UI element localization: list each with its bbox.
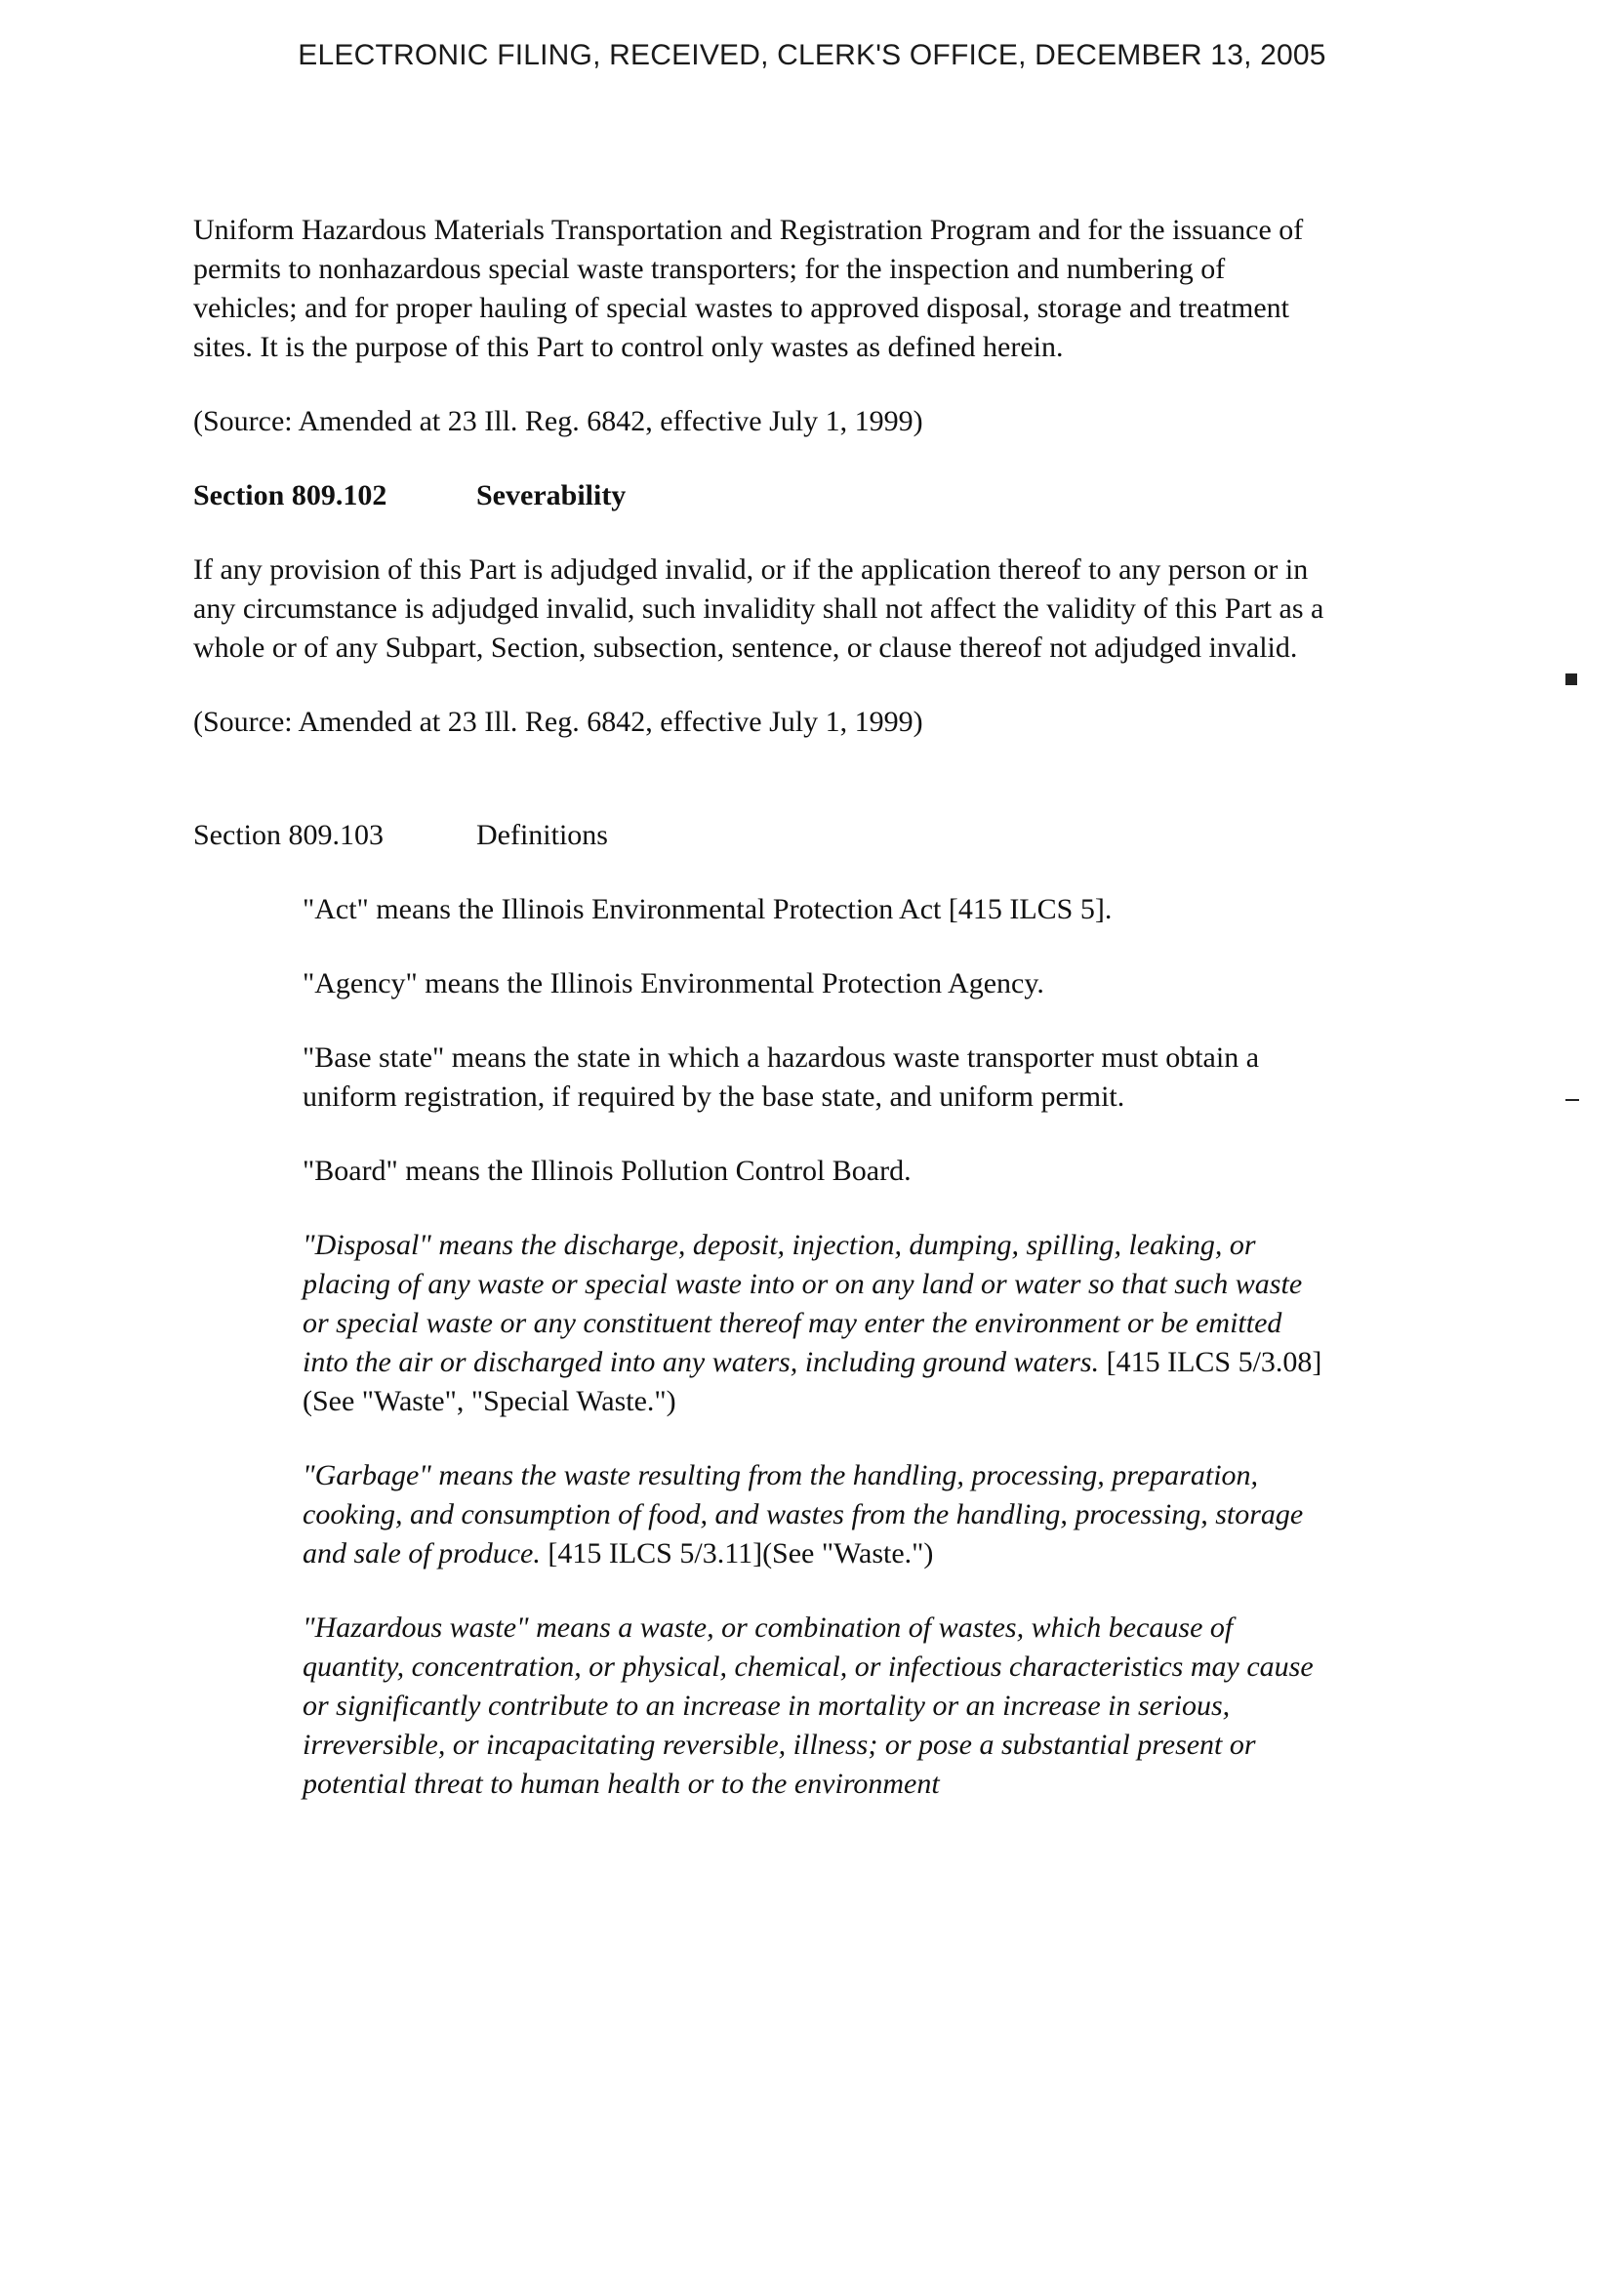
definition-act: "Act" means the Illinois Environmental Protection Act [415 ILCS 5]. — [303, 893, 1113, 925]
definition-board: "Board" means the Illinois Pollution Control Board. — [303, 1155, 912, 1187]
definition-hazardous-waste — [303, 1609, 1325, 1804]
intro-paragraph: Uniform Hazardous Materials Transportation and Registration Program and for the issuance of permits to nonhazardous special waste transporters; for the inspection and numbering of vehicles; and for proper hauling of special wastes to approved disposal, storage and treatment sites. It is the purpose of this Part to control only wastes as defined herein. — [193, 214, 1304, 363]
source-note: (Source: Amended at 23 Ill. Reg. 6842, effective July 1, 1999) — [193, 706, 923, 738]
definition-agency: "Agency" means the Illinois Environmental Protection Agency. — [303, 967, 1044, 999]
section-heading-severability — [193, 476, 1325, 515]
section-number: Section 809.102 — [193, 479, 387, 511]
definition-text: "Garbage" means the waste resulting from the handling, processing, preparation, cooking, and consumption of food, and wastes from the handling, processing, storage and sale of produce. — [303, 1459, 1304, 1569]
definition-text: "Disposal" means the discharge, deposit, injection, dumping, spilling, leaking, or placing of any waste or special waste into or on any land or water so that such waste or special waste or any constituent thereof may enter the environment or be emitted into the air or discharged into any waters, including ground waters. — [303, 1229, 1303, 1378]
scan-margin-mark — [1565, 673, 1577, 685]
section-heading-definitions — [193, 816, 1325, 855]
section-title: Definitions — [476, 819, 608, 851]
scan-margin-mark — [1565, 1099, 1579, 1101]
definition-garbage — [303, 1456, 1325, 1573]
definition-disposal — [303, 1226, 1325, 1421]
definitions-list — [303, 890, 1325, 1804]
section-number: Section 809.103 — [193, 819, 384, 851]
source-note: (Source: Amended at 23 Ill. Reg. 6842, effective July 1, 1999) — [193, 405, 923, 437]
citation: [415 ILCS 5/3.08](See "Waste", "Special Waste.") — [303, 1346, 1322, 1417]
citation: [415 ILCS 5/3.11](See "Waste.") — [540, 1537, 934, 1569]
definition-text: "Hazardous waste" means a waste, or combination of wastes, which because of quantity, concentration, or physical, chemical, or infectious characteristics may cause or significantly contribute to an increase in mortality or an increase in serious, irreversible, or incapacitating reversible, illness; or pose a substantial present or potential threat to human health or to the environment — [303, 1611, 1314, 1800]
document-body — [193, 211, 1325, 1839]
definition-base-state: "Base state" means the state in which a hazardous waste transporter must obtain a uniform registration, if required by the base state, and uniform permit. — [303, 1041, 1260, 1113]
section-title: Severability — [476, 479, 627, 511]
filing-stamp-header: ELECTRONIC FILING, RECEIVED, CLERK'S OFFICE, DECEMBER 13, 2005 — [298, 39, 1326, 71]
severability-paragraph: If any provision of this Part is adjudged invalid, or if the application thereof to any person or in any circumstance is adjudged invalid, such invalidity shall not affect the validity of this Part as a whole or of any Subpart, Section, subsection, sentence, or clause thereof not adjudged invalid. — [193, 553, 1324, 664]
